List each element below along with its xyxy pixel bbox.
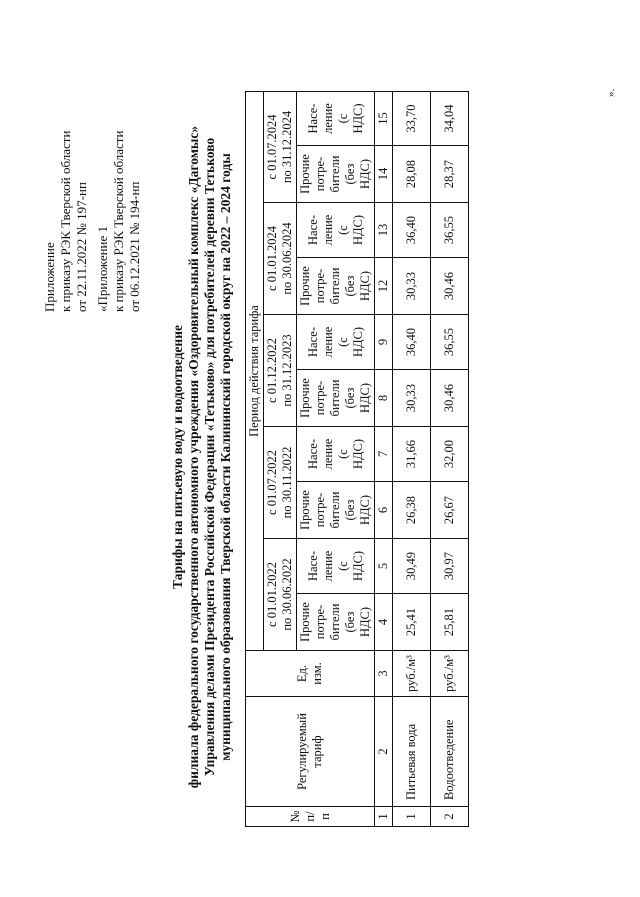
col-header-period: Период действия тарифа: [246, 92, 264, 651]
col-header-number: № п/ п: [246, 807, 375, 827]
column-number: 8: [375, 370, 393, 427]
tariff-value: 28,08: [393, 146, 431, 203]
column-number: 13: [375, 203, 393, 258]
population-header: Насе- ление (с НДС): [297, 203, 375, 258]
appendix-line: к приказу РЭК Тверской области: [111, 130, 126, 312]
document-title: [170, 117, 234, 797]
tariff-value: 36,40: [393, 203, 431, 258]
column-number: 9: [375, 315, 393, 370]
column-number-row: [375, 92, 393, 827]
row-unit: руб./м³: [393, 651, 431, 697]
row-tariff-name: Водоотведение: [431, 697, 469, 807]
row-unit: руб./м³: [431, 651, 469, 697]
period-header: с 01.01.2022 по 30.06.2022: [264, 539, 297, 651]
tariff-value: 32,00: [431, 427, 469, 482]
tariff-value: 36,55: [431, 315, 469, 370]
other-consumers-header: Прочие потре- бители (без НДС): [297, 146, 375, 203]
column-number: 6: [375, 482, 393, 539]
row-tariff-name: Питьевая вода: [393, 697, 431, 807]
tariff-value: 28,37: [431, 146, 469, 203]
other-consumers-header: Прочие потре- бители (без НДС): [297, 594, 375, 651]
column-number: 15: [375, 92, 393, 146]
tariff-value: 25,81: [431, 594, 469, 651]
population-header: Насе- ление (с НДС): [297, 315, 375, 370]
tariff-value: 36,40: [393, 315, 431, 370]
col-header-unit: Ед. изм.: [246, 651, 375, 697]
header-row: [246, 92, 264, 827]
tariff-value: 30,46: [431, 370, 469, 427]
column-number: 14: [375, 146, 393, 203]
row-number: 1: [393, 807, 431, 827]
appendix-line: «Приложение 1: [95, 225, 110, 312]
tariff-value: 30,33: [393, 370, 431, 427]
appendix-prev-note: [95, 52, 143, 312]
title-line: муниципального образования Тверской области Калининский городской округ на 2022 – 2024 годы: [218, 153, 233, 761]
row-number: 2: [431, 807, 469, 827]
tariff-value: 26,67: [431, 482, 469, 539]
appendix-line: от 06.12.2021 № 194-нп: [127, 181, 142, 312]
tariff-value: 30,46: [431, 258, 469, 315]
appendix-note: [42, 72, 90, 312]
column-number: 4: [375, 594, 393, 651]
column-number: 3: [375, 651, 393, 697]
tariff-value: 36,55: [431, 203, 469, 258]
title-line: филиала федерального государственного автономного учреждения «Оздоровительный комплекс «Дагомыс»: [186, 125, 201, 789]
table-row-drinking-water: [393, 92, 431, 827]
period-header: с 01.07.2022 по 30.11.2022: [264, 427, 297, 539]
population-header: Насе- ление (с НДС): [297, 539, 375, 594]
table-row-wastewater: [431, 92, 469, 827]
column-number: 7: [375, 427, 393, 482]
tariff-value: 26,38: [393, 482, 431, 539]
tariff-value: 30,49: [393, 539, 431, 594]
period-header: с 01.07.2024 по 31.12.2024: [264, 92, 297, 203]
column-number: 1: [375, 807, 393, 827]
period-header: с 01.01.2024 по 30.06.2024: [264, 203, 297, 315]
appendix-line: к приказу РЭК Тверской области: [58, 130, 73, 312]
closing-quote-mark: ».: [605, 88, 617, 97]
column-number: 2: [375, 697, 393, 807]
tariff-value: 25,41: [393, 594, 431, 651]
title-line: Управления делами Президента Российской Федерации «Тетьково» для потребителей деревни Тетьково: [202, 137, 217, 777]
other-consumers-header: Прочие потре- бители (без НДС): [297, 482, 375, 539]
title-line: Тарифы на питьевую воду и водоотведение: [170, 325, 185, 589]
tariff-value: 30,33: [393, 258, 431, 315]
tariff-value: 31,66: [393, 427, 431, 482]
population-header: Насе- ление (с НДС): [297, 427, 375, 482]
column-number: 5: [375, 539, 393, 594]
tariff-value: 33,70: [393, 92, 431, 146]
appendix-line: от 22.11.2022 № 197-нп: [74, 182, 89, 312]
appendix-line: Приложение: [42, 242, 57, 312]
tariff-table: [245, 91, 469, 827]
tariff-value: 30,97: [431, 539, 469, 594]
tariff-value: 34,04: [431, 92, 469, 146]
column-number: 12: [375, 258, 393, 315]
other-consumers-header: Прочие потре- бители (без НДС): [297, 370, 375, 427]
other-consumers-header: Прочие потре- бители (без НДС): [297, 258, 375, 315]
period-header: с 01.12.2022 по 31.12.2023: [264, 315, 297, 427]
col-header-tariff: Регулируемый тариф: [246, 697, 375, 807]
population-header: Насе- ление (с НДС): [297, 92, 375, 146]
